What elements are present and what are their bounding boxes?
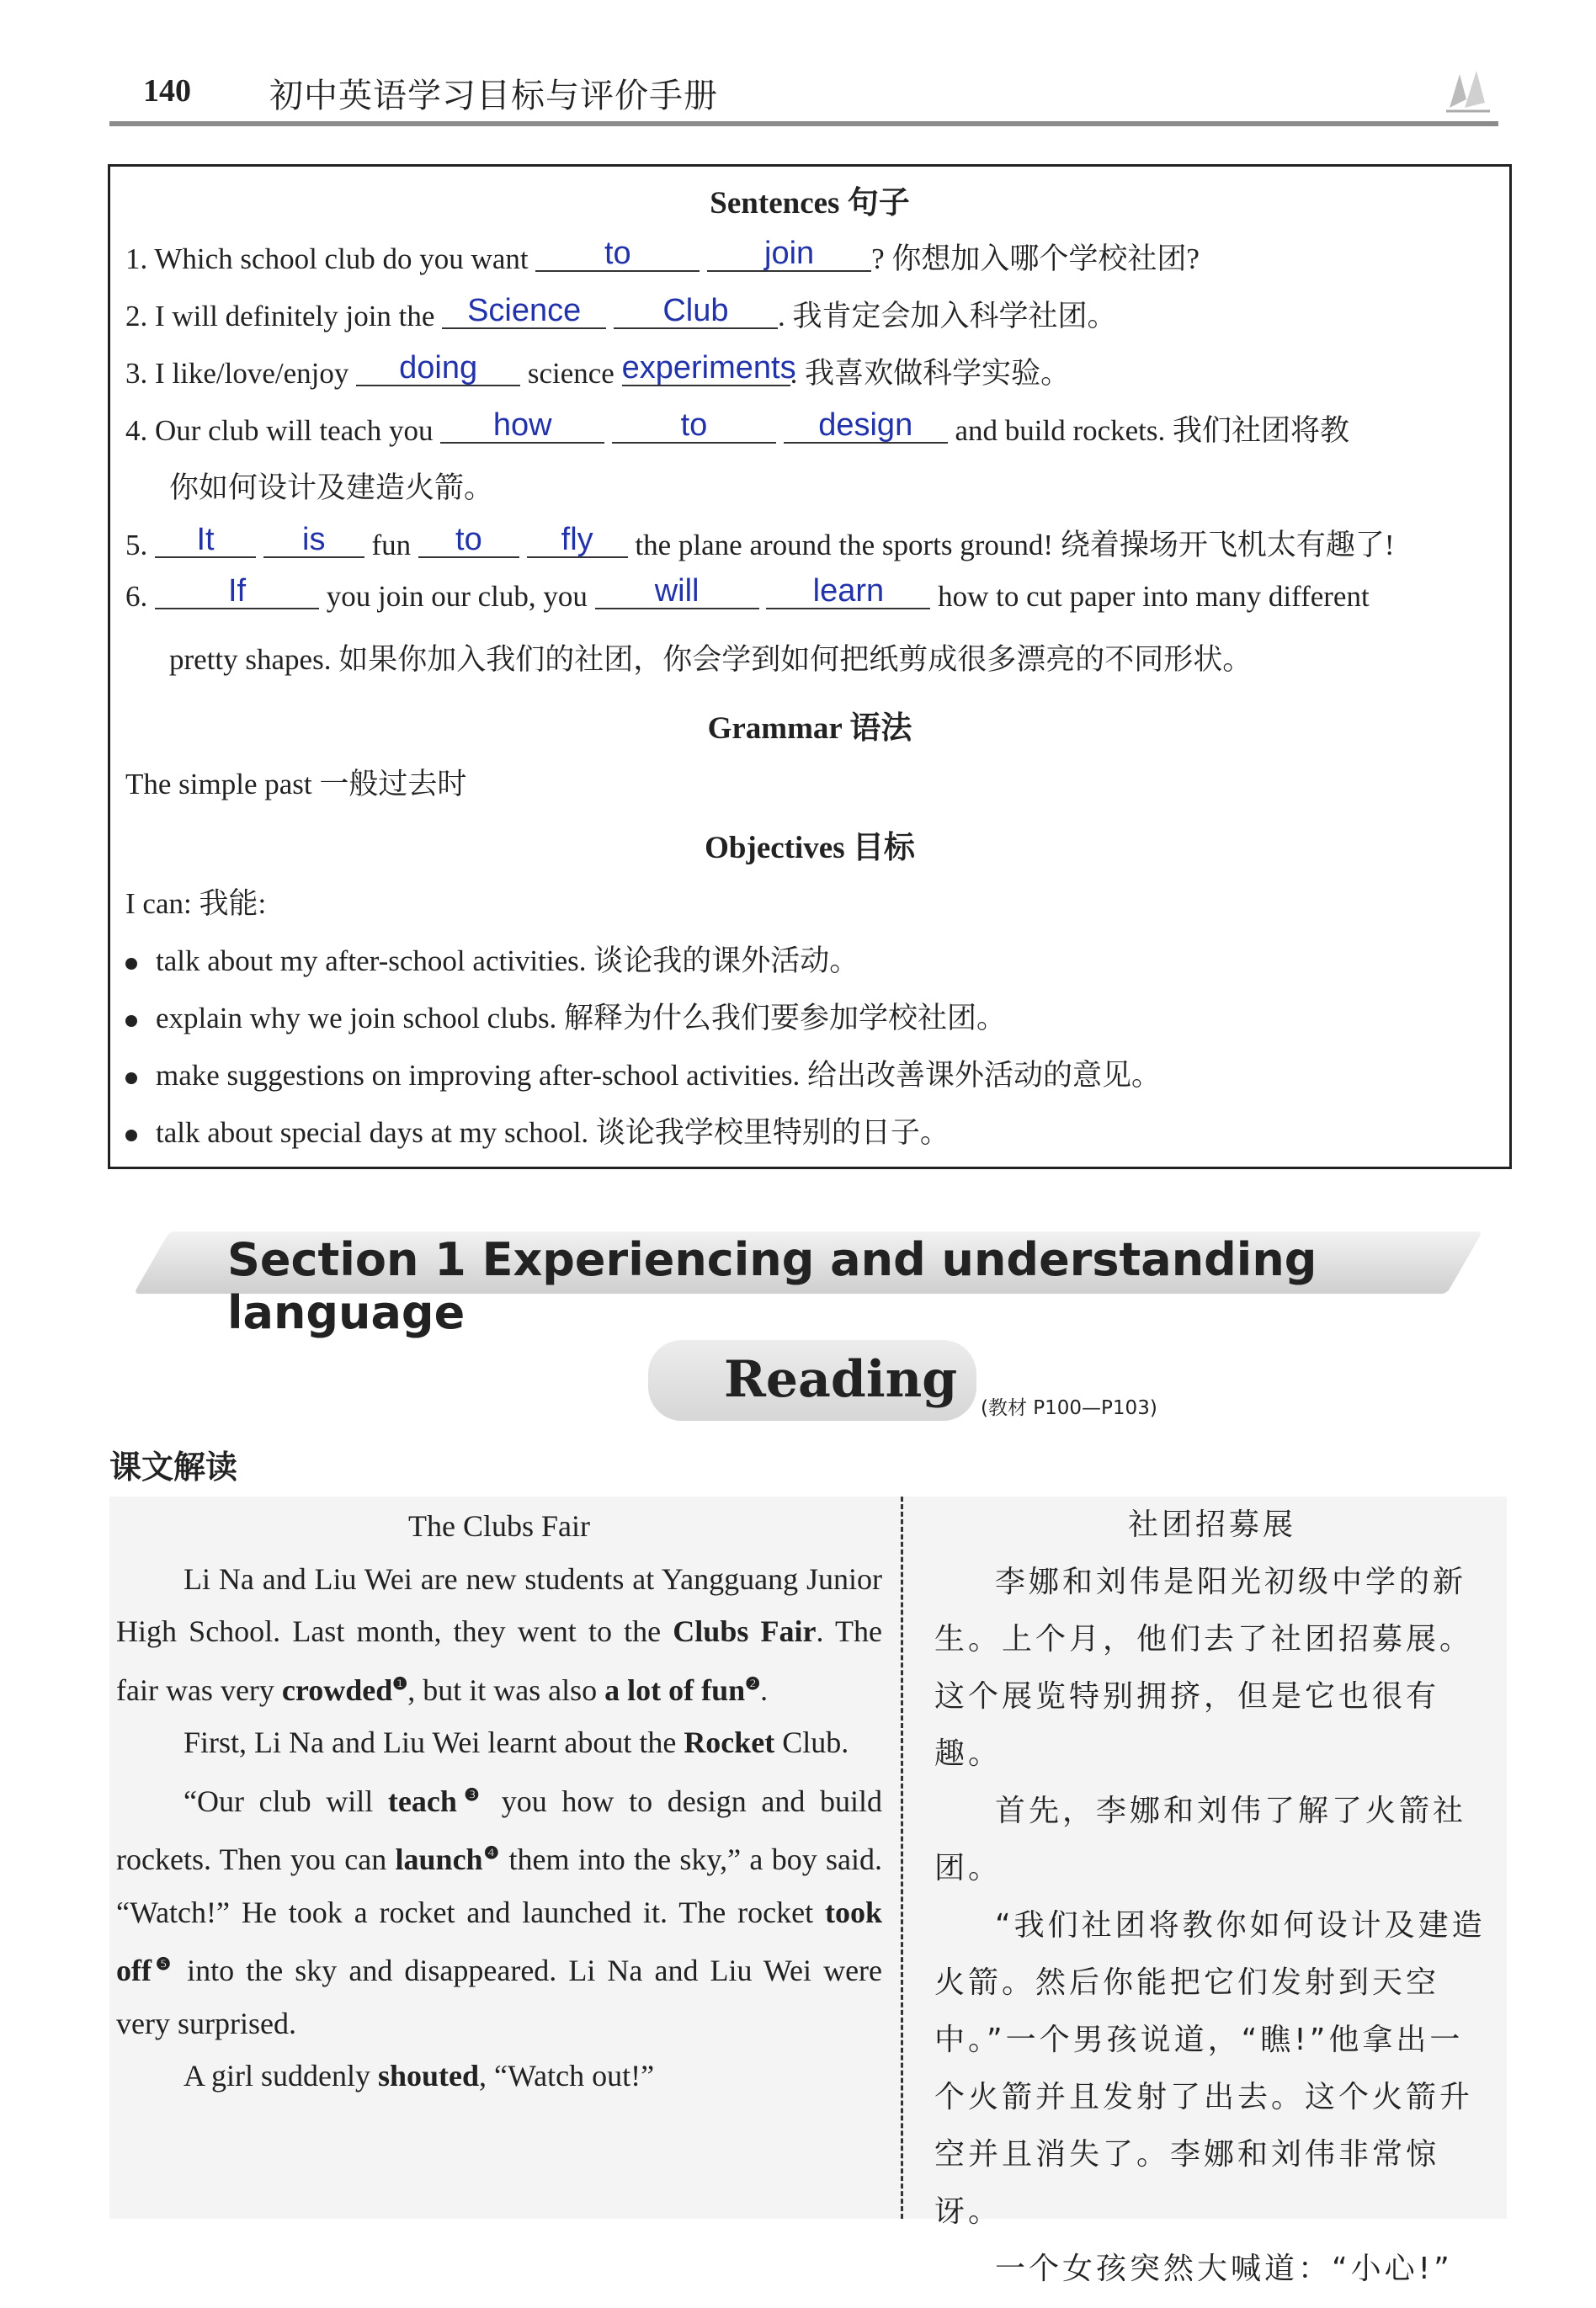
- answer-blank: learn: [766, 574, 930, 609]
- sentence-4: 4. Our club will teach you how to design and build rockets. 我们社团将教: [125, 407, 1350, 447]
- chinese-title: 社团招募展: [1127, 1508, 1296, 1542]
- objective-item: talk about special days at my school. 谈论我学校里特别的日子。: [125, 1109, 950, 1151]
- objective-item: talk about my after-school activities. 谈论我的课外活动。: [125, 938, 859, 980]
- i-can-label: I can: 我能:: [125, 887, 267, 920]
- section-title: Section 1 Experiencing and understanding language: [227, 1233, 1317, 1339]
- answer-blank: to: [612, 408, 776, 444]
- sentence-1: 1. Which school club do you want to join ? 你想加入哪个学校社团?: [125, 236, 1200, 275]
- english-paragraph: First, Li Na and Liu Wei learnt about the Rocket Club.: [184, 1726, 849, 1759]
- textbook-reference: (教材 P100—P103): [981, 1397, 1157, 1419]
- objective-item: explain why we join school clubs. 解释为什么我们要参加学校社团。: [125, 995, 1006, 1037]
- chinese-paragraph: 李娜和刘伟是阳光初级中学的新生。上个月，他们去了社团招募展。这个展览特别拥挤，但是它也很有趣。: [934, 1565, 1474, 1771]
- answer-blank: fly: [527, 523, 628, 558]
- english-paragraph: Li Na and Liu Wei are new students at Yangguang Junior High School. Last month, they went to the Clubs Fair. The fair was very crowded$^❶$, but it was also a lot of fun$^❷$.: [116, 1561, 882, 1707]
- answer-blank: If: [155, 574, 319, 609]
- english-paragraph: A girl suddenly shouted, “Watch out!”: [184, 2059, 655, 2093]
- answer-blank: It: [155, 523, 256, 558]
- sentence-2: 2. I will definitely join the Science Club . 我肯定会加入科学社团。: [125, 293, 1117, 332]
- chinese-paragraph: “我们社团将教你如何设计及建造火箭。然后你能把它们发射到天空中。”一个男孩说道，“瞧!”他拿出一个火箭并且发射了出去。这个火箭升空并且消失了。李娜和刘伟非常惊讶。: [934, 1908, 1486, 2229]
- english-paragraph: “Our club will teach$^❸$ you how to design and build rockets. Then you can launch$^❹$ them into the sky,” a boy said. “Watch!” He took a rocket and launched it. The rocket took off$^❺$ into the sky and disappeared. Li Na and Liu Wei were very surprised.: [116, 1784, 883, 2040]
- reading-title: Reading: [724, 1350, 958, 1409]
- sentence-5: 5. It is fun to fly the plane around the sports ground! 绕着操场开飞机太有趣了!: [125, 522, 1395, 561]
- sentence-6: 6. If you join our club, you will learn how to cut paper into many different: [125, 573, 1370, 613]
- header-rule: [109, 121, 1498, 126]
- chinese-paragraph: 首先，李娜和刘伟了解了火箭社团。: [934, 1794, 1467, 1885]
- objectives-heading: Objectives 目标: [705, 831, 915, 865]
- sentence-6-continued: pretty shapes. 如果你加入我们的社团，你会学到如何把纸剪成很多漂亮的不同形状。: [169, 643, 1253, 676]
- objective-item: make suggestions on improving after-school activities. 给出改善课外活动的意见。: [125, 1052, 1161, 1094]
- column-divider: [901, 1497, 903, 2219]
- reading-panel: [109, 1497, 1507, 2286]
- page-number: 140: [143, 73, 191, 109]
- chinese-text: [934, 1497, 1490, 2298]
- summary-box: [108, 164, 1512, 1169]
- sentence-4-continued: 你如何设计及建造火箭。: [169, 471, 494, 504]
- sentences-heading: Sentences 句子: [710, 186, 910, 221]
- sentence-3: 3. I like/love/enjoy doing science experiments. 我喜欢做科学实验。: [125, 350, 1071, 390]
- answer-blank: experiments: [621, 350, 796, 386]
- section-banner: [118, 1225, 1498, 1339]
- answer-blank: how: [440, 408, 604, 444]
- book-logo-icon: [1443, 66, 1493, 116]
- answer-blank: to: [535, 237, 700, 272]
- answer-blank: will: [595, 574, 759, 609]
- grammar-heading: Grammar 语法: [707, 711, 912, 746]
- answer-blank: Club: [614, 294, 778, 329]
- english-text: [116, 1497, 882, 2103]
- answer-blank: join: [707, 237, 871, 272]
- english-title: The Clubs Fair: [408, 1509, 590, 1543]
- answer-blank: doing: [356, 351, 520, 386]
- reading-tab: [648, 1340, 976, 1421]
- sub-heading: 课文解读: [109, 1449, 238, 1486]
- grammar-text: The simple past 一般过去时: [125, 768, 467, 800]
- page-header: [109, 66, 1498, 125]
- chinese-paragraph: 一个女孩突然大喊道：“小心!”: [995, 2252, 1453, 2286]
- book-title: 初中英语学习目标与评价手册: [269, 77, 718, 115]
- answer-blank: is: [263, 523, 364, 558]
- answer-blank: design: [784, 408, 948, 444]
- answer-blank: Science: [442, 294, 606, 329]
- answer-blank: to: [418, 523, 519, 558]
